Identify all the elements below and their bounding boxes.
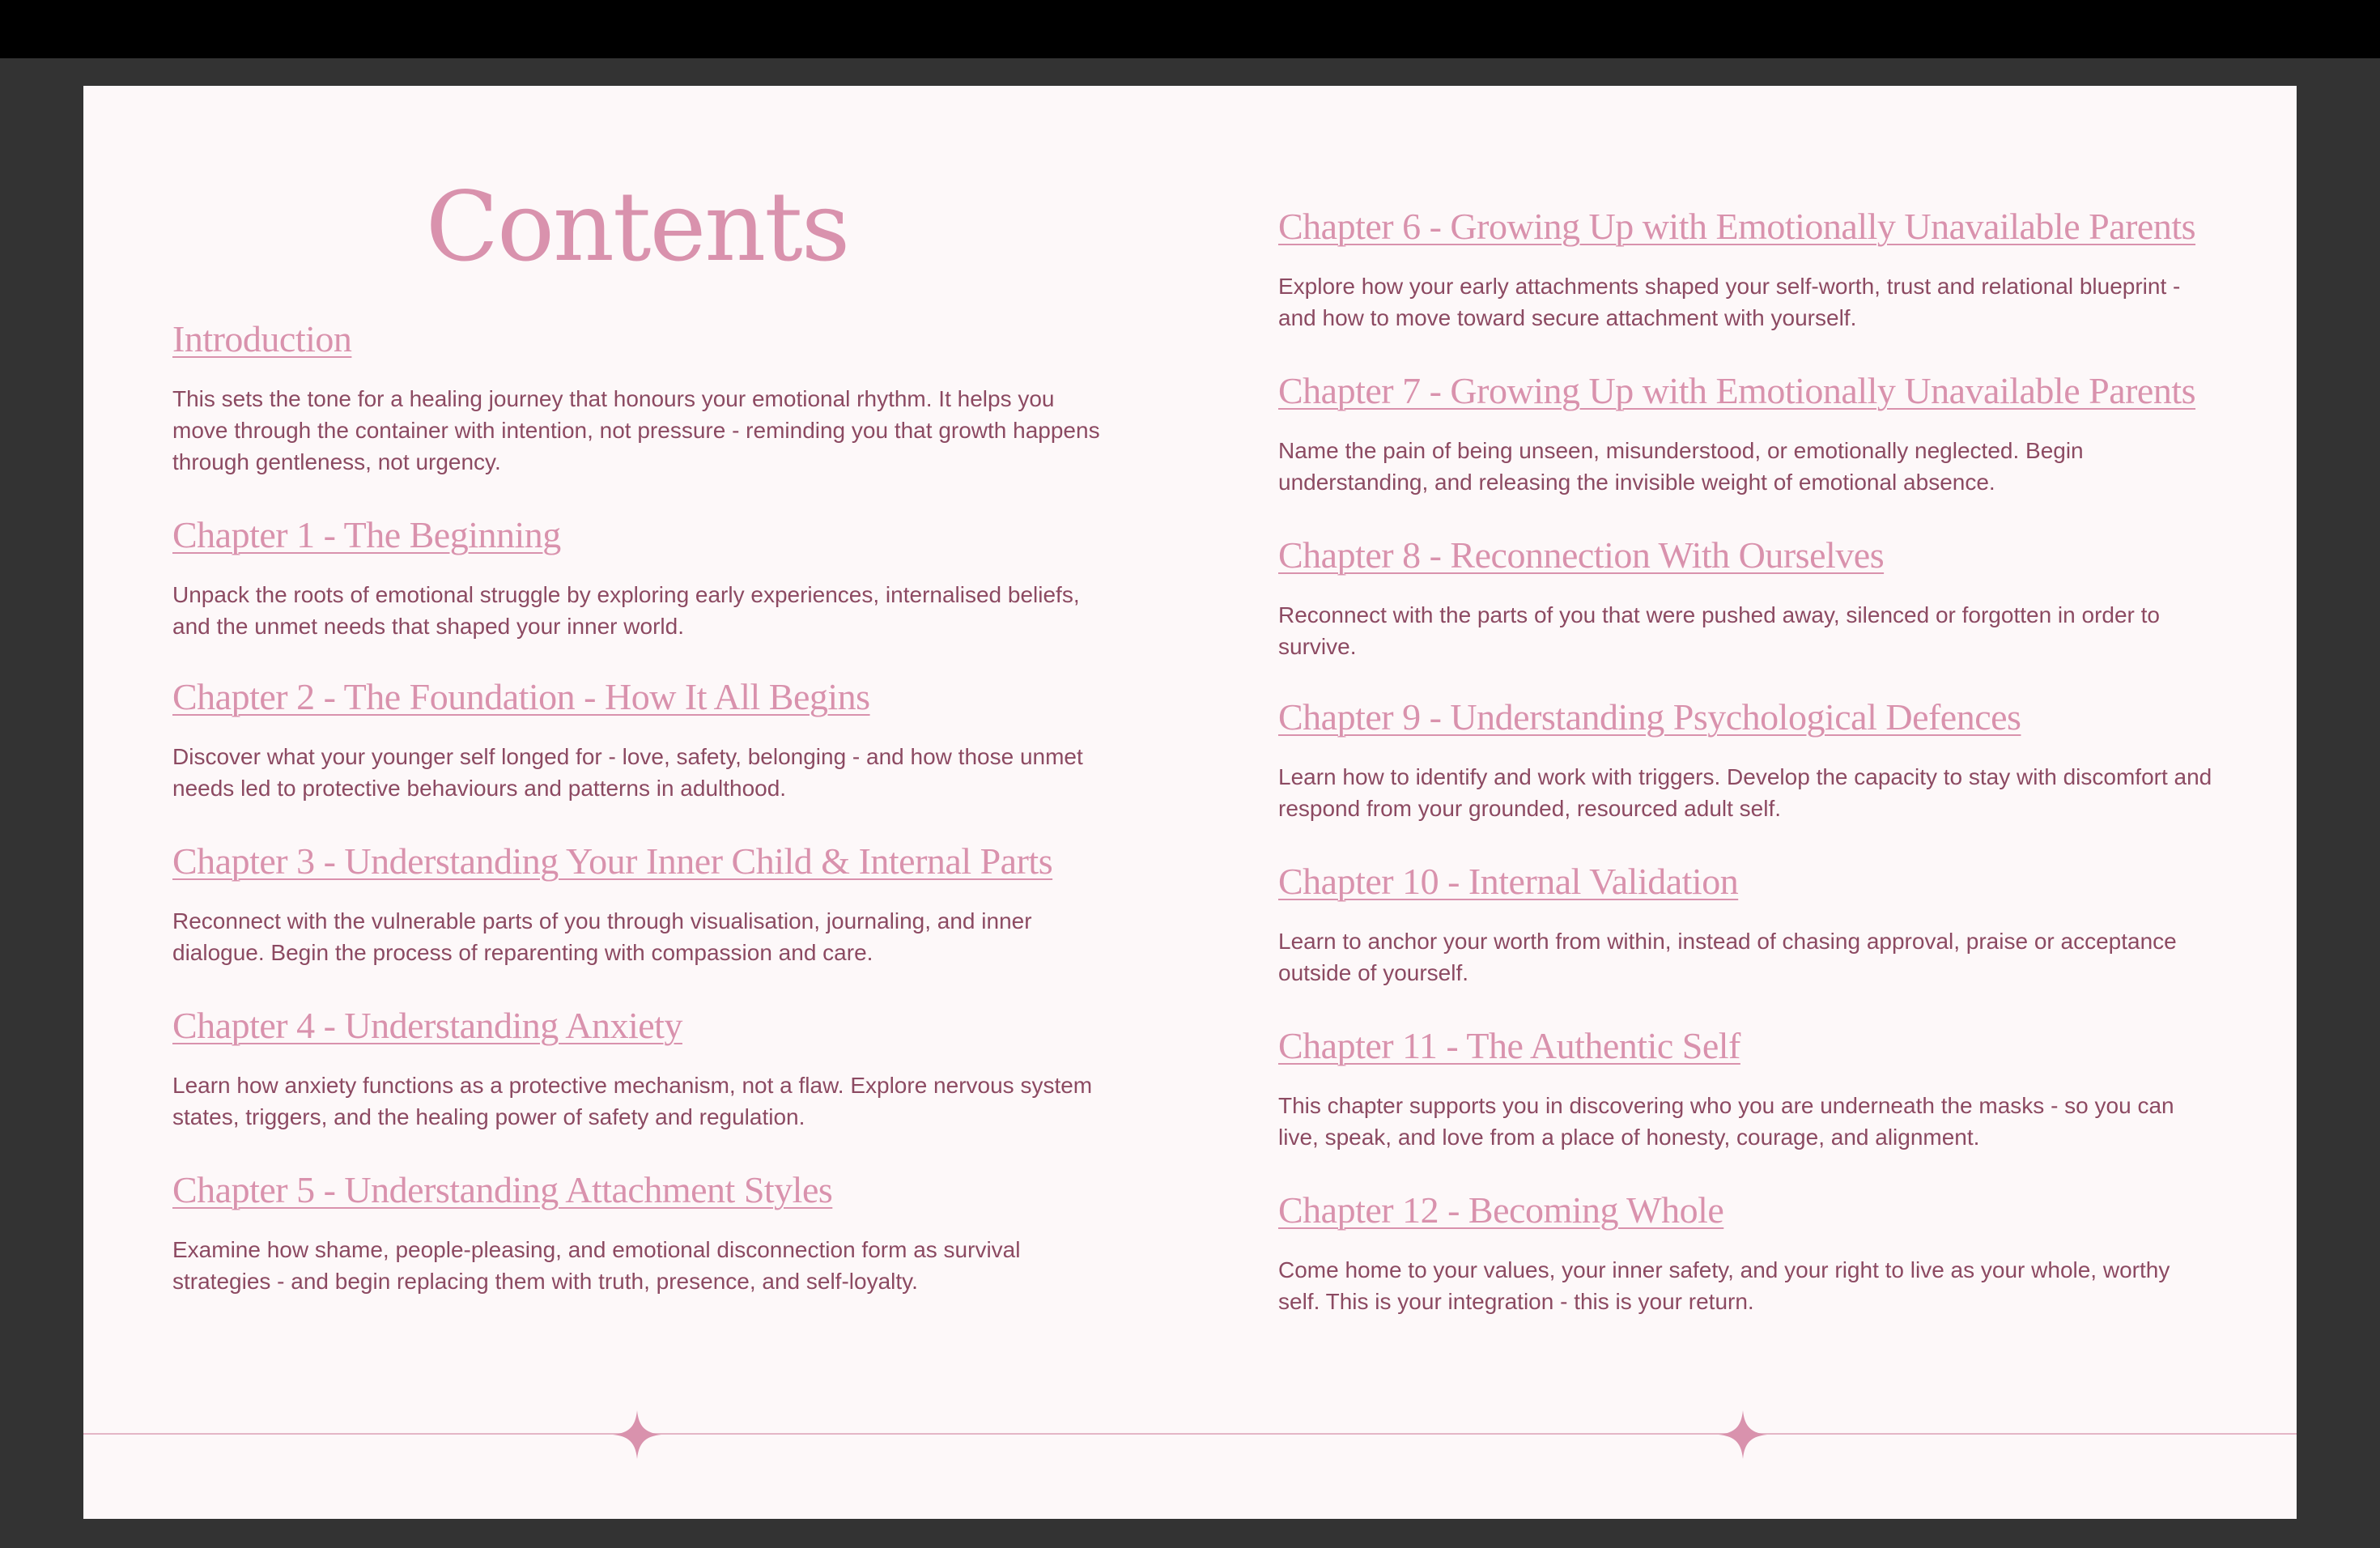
toc-entry-chapter-1 <box>172 512 1111 642</box>
toc-entry-chapter-6 <box>1278 204 2217 334</box>
toc-link-chapter-12[interactable]: Chapter 12 - Becoming Whole <box>1278 1189 1724 1231</box>
toc-entry-chapter-8 <box>1278 533 2217 662</box>
toc-link-chapter-4[interactable]: Chapter 4 - Understanding Anxiety <box>172 1005 682 1046</box>
four-point-star-icon <box>1719 1410 1767 1459</box>
toc-link-chapter-8[interactable]: Chapter 8 - Reconnection With Ourselves <box>1278 534 1885 576</box>
toc-entry-chapter-10 <box>1278 859 2217 989</box>
toc-link-chapter-2[interactable]: Chapter 2 - The Foundation - How It All Begins <box>172 676 870 717</box>
toc-entry-chapter-11 <box>1278 1023 2217 1153</box>
toc-entry-chapter-5 <box>172 1167 1111 1297</box>
toc-entry-chapter-7 <box>1278 368 2217 498</box>
toc-description: This sets the tone for a healing journey that honours your emotional rhythm. It helps you move through the container with intention, not pressure - reminding you that growth happens through gentleness, not urgency. <box>172 386 1100 474</box>
toc-link-introduction[interactable]: Introduction <box>172 318 352 359</box>
toc-entry-chapter-3 <box>172 839 1111 968</box>
toc-link-chapter-6[interactable]: Chapter 6 - Growing Up with Emotionally Unavailable Parents <box>1278 206 2196 247</box>
viewer-top-bar <box>0 0 2380 58</box>
toc-entry-chapter-4 <box>172 1003 1111 1133</box>
toc-entry-chapter-2 <box>172 674 1111 804</box>
toc-description: Learn to anchor your worth from within, instead of chasing approval, praise or acceptance outside of yourself. <box>1278 929 2177 985</box>
toc-description: Name the pain of being unseen, misunderstood, or emotionally neglected. Begin understanding, and releasing the invisible weight of emotional absence. <box>1278 438 2084 495</box>
toc-link-chapter-10[interactable]: Chapter 10 - Internal Validation <box>1278 861 1739 902</box>
page-title: Contents <box>425 171 849 283</box>
toc-link-chapter-9[interactable]: Chapter 9 - Understanding Psychological Defences <box>1278 696 2021 738</box>
four-point-star-icon <box>613 1410 661 1459</box>
toc-link-chapter-7[interactable]: Chapter 7 - Growing Up with Emotionally Unavailable Parents <box>1278 370 2196 411</box>
toc-link-chapter-1[interactable]: Chapter 1 - The Beginning <box>172 514 561 555</box>
toc-description: This chapter supports you in discovering who you are underneath the masks - so you can live, speak, and love from a place of honesty, courage, and alignment. <box>1278 1093 2174 1150</box>
toc-link-chapter-11[interactable]: Chapter 11 - The Authentic Self <box>1278 1025 1740 1066</box>
contents-page-spread <box>83 86 2297 1519</box>
toc-description: Come home to your values, your inner safety, and your right to live as your whole, worthy self. This is your integration - this is your return. <box>1278 1257 2170 1314</box>
toc-link-chapter-3[interactable]: Chapter 3 - Understanding Your Inner Child & Internal Parts <box>172 840 1053 882</box>
toc-description: Reconnect with the parts of you that were pushed away, silenced or forgotten in order to survive. <box>1278 602 2160 659</box>
toc-entry-chapter-12 <box>1278 1188 2217 1317</box>
toc-entry-introduction <box>172 317 1111 478</box>
footer-divider-line <box>83 1433 2297 1435</box>
toc-description: Reconnect with the vulnerable parts of you through visualisation, journaling, and inner dialogue. Begin the process of reparenting with compassion and care. <box>172 908 1032 965</box>
toc-description: Learn how anxiety functions as a protective mechanism, not a flaw. Explore nervous system states, triggers, and the healing power of safety and regulation. <box>172 1073 1093 1129</box>
toc-description: Discover what your younger self longed for - love, safety, belonging - and how those unmet needs led to protective behaviours and patterns in adulthood. <box>172 744 1083 801</box>
toc-description: Learn how to identify and work with triggers. Develop the capacity to stay with discomfort and respond from your grounded, resourced adult self. <box>1278 764 2212 821</box>
toc-link-chapter-5[interactable]: Chapter 5 - Understanding Attachment Styles <box>172 1169 833 1210</box>
toc-description: Explore how your early attachments shaped your self-worth, trust and relational blueprint - and how to move toward secure attachment with yourself. <box>1278 274 2181 330</box>
toc-description: Examine how shame, people-pleasing, and emotional disconnection form as survival strategies - and begin replacing them with truth, presence, and self-loyalty. <box>172 1237 1021 1294</box>
toc-entry-chapter-9 <box>1278 695 2217 824</box>
toc-description: Unpack the roots of emotional struggle by exploring early experiences, internalised beliefs, and the unmet needs that shaped your inner world. <box>172 582 1080 639</box>
